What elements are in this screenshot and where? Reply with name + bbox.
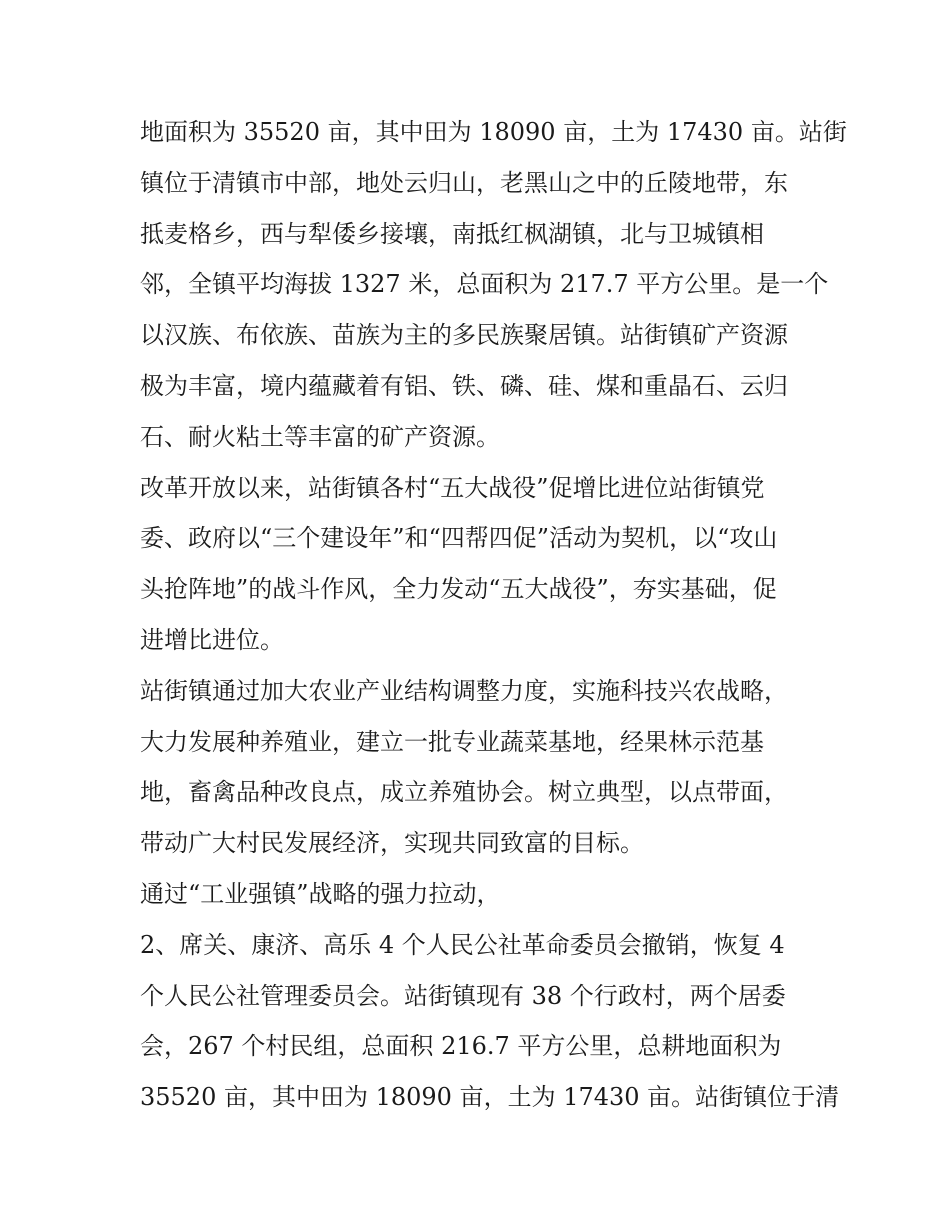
text-line: 带动广大村民发展经济，实现共同致富的目标。 xyxy=(140,829,644,858)
text-line: 2、席关、康济、高乐 4 个人民公社革命委员会撤销，恢复 4 xyxy=(140,930,785,959)
text-line: 大力发展种养殖业，建立一批专业蔬菜基地，经果林示范基 xyxy=(140,727,764,756)
text-line: 邻，全镇平均海拔 1327 米，总面积为 217.7 平方公里。是一个 xyxy=(140,270,829,299)
text-line: 头抢阵地”的战斗作风，全力发动“五大战役”，夯实基础，促 xyxy=(140,575,777,604)
text-line: 极为丰富，境内蕴藏着有铝、铁、磷、硅、煤和重晶石、云归 xyxy=(140,371,788,400)
text-line: 地面积为 35520 亩，其中田为 18090 亩，土为 17430 亩。站街 xyxy=(140,118,847,146)
text-line: 改革开放以来，站街镇各村“五大战役”促增比进位站街镇党 xyxy=(140,473,765,502)
text-line: 镇位于清镇市中部，地处云归山，老黑山之中的丘陵地带，东 xyxy=(140,168,788,197)
text-line: 抵麦格乡，西与犁倭乡接壤，南抵红枫湖镇，北与卫城镇相 xyxy=(140,219,764,248)
text-line: 会，267 个村民组，总面积 216.7 平方公里，总耕地面积为 xyxy=(140,1032,782,1061)
document-body xyxy=(140,107,847,1123)
text-line: 个人民公社管理委员会。站街镇现有 38 个行政村，两个居委 xyxy=(140,981,786,1010)
text-line: 进增比进位。 xyxy=(140,625,284,654)
text-line: 地，畜禽品种改良点，成立养殖协会。树立典型，以点带面， xyxy=(140,778,788,807)
text-line: 委、政府以“三个建设年”和“四帮四促”活动为契机，以“攻山 xyxy=(140,524,778,553)
text-line: 35520 亩，其中田为 18090 亩，土为 17430 亩。站街镇位于清 xyxy=(140,1083,840,1112)
text-line: 以汉族、布依族、苗族为主的多民族聚居镇。站街镇矿产资源 xyxy=(140,321,788,350)
text-line: 站街镇通过加大农业产业结构调整力度，实施科技兴农战略， xyxy=(140,676,788,705)
text-line: 石、耐火粘土等丰富的矿产资源。 xyxy=(140,422,500,451)
text-line: 通过“工业强镇”战略的强力拉动， xyxy=(140,879,501,908)
